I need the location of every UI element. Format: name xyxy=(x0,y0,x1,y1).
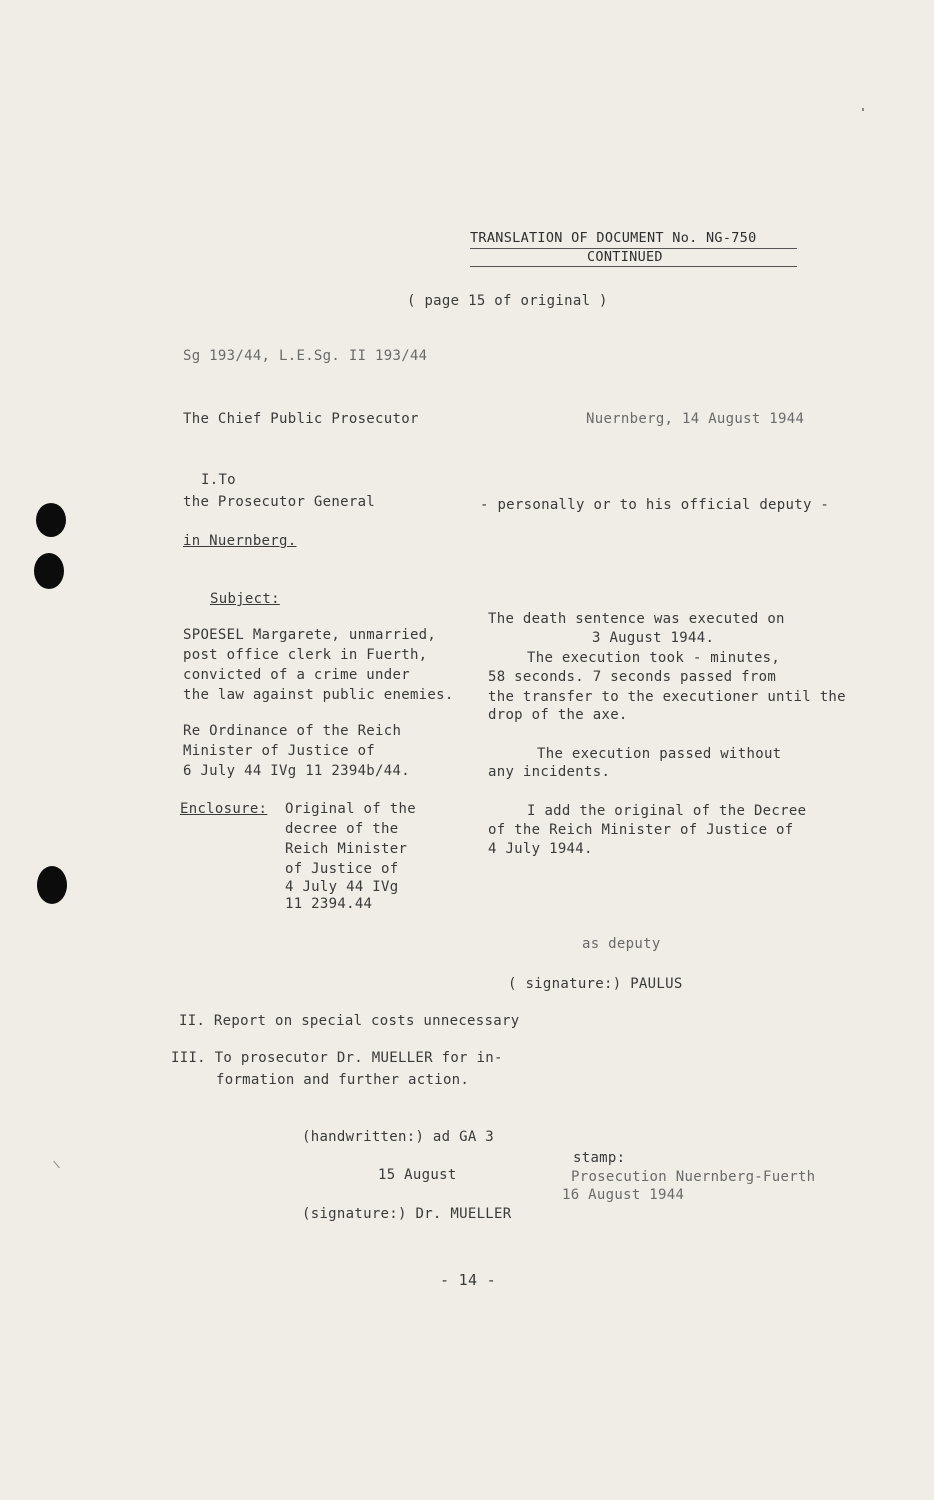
signature-mueller: (signature:) Dr. MUELLER xyxy=(302,1206,512,1222)
report-line: of the Reich Minister of Justice of xyxy=(488,822,794,838)
report-line: 4 July 1944. xyxy=(488,841,593,857)
subject-line: convicted of a crime under xyxy=(183,667,410,683)
ordinance-line: 6 July 44 IVg 11 2394b/44. xyxy=(183,763,410,779)
item-three-line2: formation and further action. xyxy=(216,1072,470,1088)
report-line: The execution passed without xyxy=(537,746,782,762)
recipient-city: in Nuernberg. xyxy=(183,533,297,549)
report-line: I add the original of the Decree xyxy=(527,803,807,819)
report-line: 3 August 1944. xyxy=(592,630,715,646)
item-two: II. Report on special costs unnecessary xyxy=(179,1013,520,1029)
place-date: Nuernberg, 14 August 1944 xyxy=(586,411,805,427)
enclosure-line: 11 2394.44 xyxy=(285,896,373,912)
report-line: The death sentence was executed on xyxy=(488,611,785,627)
subject-line: SPOESEL Margarete, unmarried, xyxy=(183,627,437,643)
document-subtitle: CONTINUED xyxy=(587,249,663,265)
subject-line: post office clerk in Fuerth, xyxy=(183,647,428,663)
sender: The Chief Public Prosecutor xyxy=(183,411,419,427)
recipient-line1: I.To xyxy=(201,472,236,488)
subject-line: the law against public enemies. xyxy=(183,687,454,703)
recipient-line2: the Prosecutor General xyxy=(183,494,376,510)
header-rule-1 xyxy=(470,248,797,249)
report-line: The execution took - minutes, xyxy=(527,650,781,666)
page-reference: ( page 15 of original ) xyxy=(407,293,608,309)
item-three-line1: III. To prosecutor Dr. MUELLER for in- xyxy=(171,1050,503,1066)
enclosure-line: decree of the xyxy=(285,821,399,837)
subject-label: Subject: xyxy=(210,591,280,607)
file-reference: Sg 193/44, L.E.Sg. II 193/44 xyxy=(183,348,428,364)
handwritten-date: 15 August xyxy=(378,1167,457,1183)
paper-mark xyxy=(53,1161,60,1169)
report-line: 58 seconds. 7 seconds passed from xyxy=(488,669,777,685)
report-line: the transfer to the executioner until the xyxy=(488,689,846,705)
ordinance-line: Minister of Justice of xyxy=(183,743,376,759)
report-line: drop of the axe. xyxy=(488,707,628,723)
enclosure-line: 4 July 44 IVg xyxy=(285,879,399,895)
recipient-note: - personally or to his official deputy - xyxy=(480,497,830,513)
handwritten-note: (handwritten:) ad GA 3 xyxy=(302,1129,495,1145)
enclosure-line: Reich Minister xyxy=(285,841,408,857)
signature-paulus: ( signature:) PAULUS xyxy=(508,976,683,992)
punch-hole-2 xyxy=(34,553,64,589)
stamp-line2: 16 August 1944 xyxy=(562,1187,685,1203)
deputy-note: as deputy xyxy=(582,936,661,952)
ordinance-line: Re Ordinance of the Reich xyxy=(183,723,402,739)
stamp-label: stamp: xyxy=(573,1150,626,1166)
document-title: TRANSLATION OF DOCUMENT No. NG-750 xyxy=(470,230,757,246)
enclosure-line: of Justice of xyxy=(285,861,399,877)
punch-hole-3 xyxy=(37,866,67,904)
page-number: - 14 - xyxy=(440,1271,496,1289)
header-rule-2 xyxy=(470,266,797,267)
paper-mark xyxy=(862,108,864,111)
enclosure-label: Enclosure: xyxy=(180,801,268,817)
enclosure-line: Original of the xyxy=(285,801,416,817)
punch-hole-1 xyxy=(36,503,66,537)
stamp-line1: Prosecution Nuernberg-Fuerth xyxy=(571,1169,816,1185)
report-line: any incidents. xyxy=(488,764,611,780)
